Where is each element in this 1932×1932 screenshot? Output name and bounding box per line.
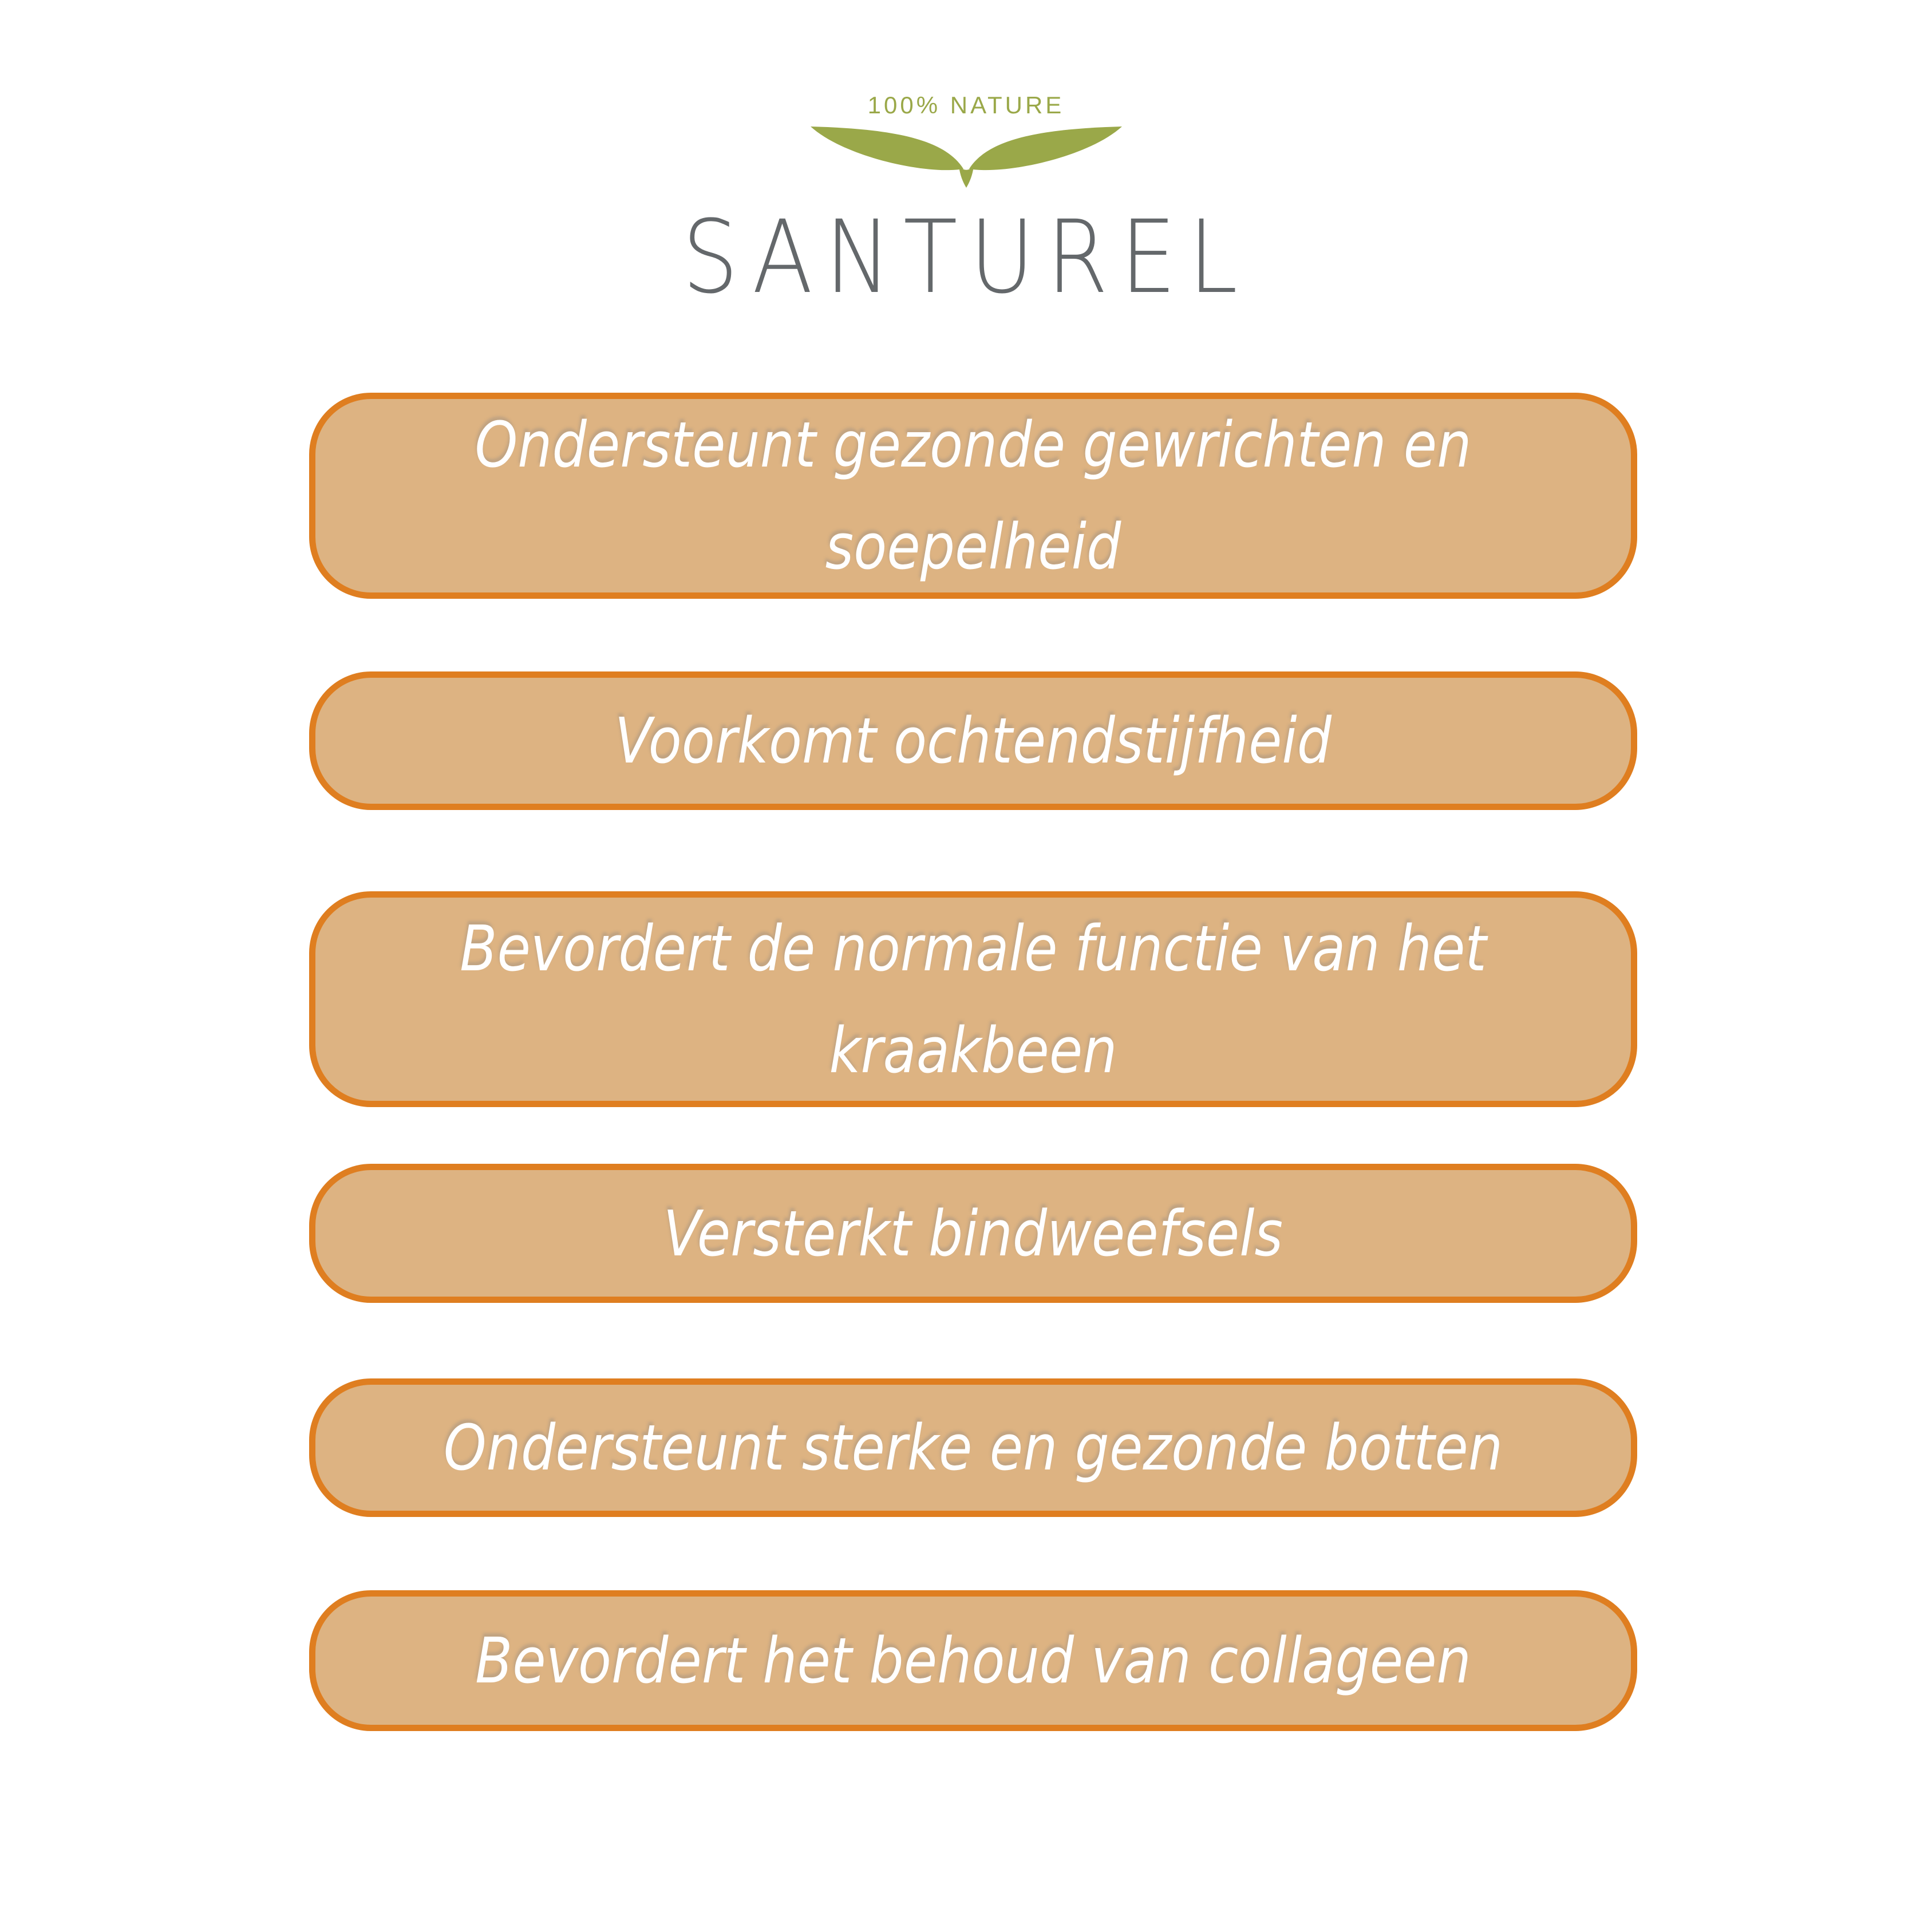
benefit-text: Voorkomt ochtendstijfheid: [614, 704, 1332, 777]
benefit-banner-3: [309, 891, 1637, 1107]
benefit-text: Bevordert de normale functie van het kraakbeen: [460, 911, 1487, 1087]
benefit-text: Bevordert het behoud van collageen: [475, 1624, 1471, 1697]
sprout-leaves-icon: [809, 125, 1123, 189]
benefit-banner-6: [309, 1590, 1637, 1731]
brand-name: SANTUREL: [682, 199, 1250, 316]
logo-tagline: 100% NATURE: [867, 92, 1065, 118]
benefit-text: Versterkt bindweefsels: [663, 1196, 1283, 1270]
benefit-text: Ondersteunt gezonde gewrichten en soepelheid: [475, 408, 1472, 583]
benefit-banner-4: [309, 1164, 1637, 1303]
benefit-banner-1: [309, 393, 1637, 599]
benefit-banner-2: [309, 671, 1637, 810]
benefit-text: Ondersteunt sterke en gezonde botten: [443, 1411, 1503, 1484]
benefit-banner-5: [309, 1378, 1637, 1517]
